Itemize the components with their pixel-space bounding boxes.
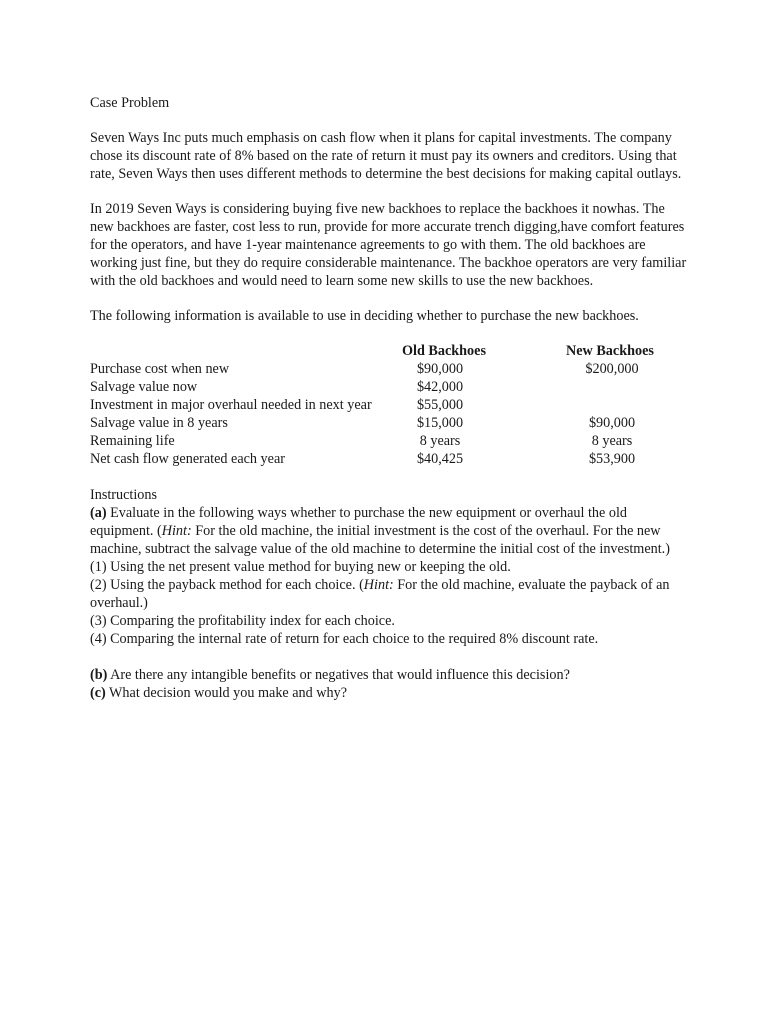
item-4: (4) Comparing the internal rate of return for each choice to the required 8% discount rate. — [90, 631, 599, 647]
row-label: Salvage value in 8 years — [90, 415, 228, 431]
old-value: 8 years — [419, 433, 461, 449]
part-c — [90, 684, 690, 702]
situation-paragraph: In 2019 Seven Ways is considering buying five new backhoes to replace the backhoes it nowhas. The new backhoes are faster, cost less to run, provide for more accurate trench digging,have comfort features for the operators, and have 1-year maintenance agreements to go with them. The old backhoes are working just fine, but they do require considerable maintenance. The backhoe operators are very familiar with the old backhoes and would need to learn some new skills to use the new backhoes. — [90, 201, 687, 289]
part-a-text-cont: For the old machine, the initial investment is the cost of the overhaul. For the new machine, subtract the salvage value of the old machine to determine the initial cost of the investment.) — [90, 523, 670, 557]
table-row — [90, 396, 690, 414]
row-label: Investment in major overhaul needed in next year — [90, 397, 372, 413]
item-2-text-cont: For the old machine, evaluate the payback of an overhaul.) — [90, 577, 670, 611]
item-3: (3) Comparing the profitability index for each choice. — [90, 613, 395, 629]
table-row — [90, 360, 690, 378]
item-1: (1) Using the net present value method for buying new or keeping the old. — [90, 559, 511, 575]
case-title: Case Problem — [90, 95, 170, 111]
table-row — [90, 450, 690, 468]
item-2-hint: Hint: — [363, 577, 394, 593]
old-value: $42,000 — [416, 379, 464, 395]
part-a-text: Evaluate in the following ways whether to purchase the new equipment or overhaul the old equipment. ( — [90, 505, 627, 539]
new-value: $200,000 — [585, 361, 639, 377]
part-c-text: What decision would you make and why? — [105, 685, 348, 701]
new-value: $53,900 — [588, 451, 636, 467]
part-a — [90, 504, 690, 558]
row-label: Purchase cost when new — [90, 361, 230, 377]
row-label: Remaining life — [90, 433, 175, 449]
row-label: Net cash flow generated each year — [90, 451, 285, 467]
part-b-label: (b) — [90, 667, 108, 683]
backhoe-data-table — [90, 342, 690, 470]
part-b-text: Are there any intangible benefits or negatives that would influence this decision? — [107, 667, 570, 683]
row-label: Salvage value now — [90, 379, 198, 395]
new-value: 8 years — [591, 433, 633, 449]
document-body — [90, 94, 690, 702]
item-2-text: (2) Using the payback method for each choice. ( — [90, 577, 364, 593]
old-value: $55,000 — [416, 397, 464, 413]
part-a-hint: Hint: — [161, 523, 192, 539]
new-value: $90,000 — [588, 415, 636, 431]
old-backhoes-header: Old Backhoes — [402, 343, 486, 359]
intro-paragraph: Seven Ways Inc puts much emphasis on cash flow when it plans for capital investments. The company chose its discount rate of 8% based on the rate of return it must pay its owners and creditors. Using that rate, Seven Ways then uses different methods to determine the best decisions for making capital outlays. — [90, 130, 682, 182]
instructions-heading: Instructions — [90, 487, 157, 503]
new-backhoes-header: New Backhoes — [566, 343, 654, 359]
spacer — [90, 648, 690, 666]
old-value: $40,425 — [416, 451, 464, 467]
part-b — [90, 666, 690, 684]
table-row — [90, 414, 690, 432]
instructions-section — [90, 486, 690, 702]
table-row — [90, 432, 690, 450]
table-row — [90, 378, 690, 396]
item-2 — [90, 576, 690, 612]
old-value: $15,000 — [416, 415, 464, 431]
part-a-label: (a) — [90, 505, 107, 521]
old-value: $90,000 — [416, 361, 464, 377]
part-c-label: (c) — [90, 685, 106, 701]
info-paragraph: The following information is available to use in deciding whether to purchase the new backhoes. — [90, 308, 639, 324]
